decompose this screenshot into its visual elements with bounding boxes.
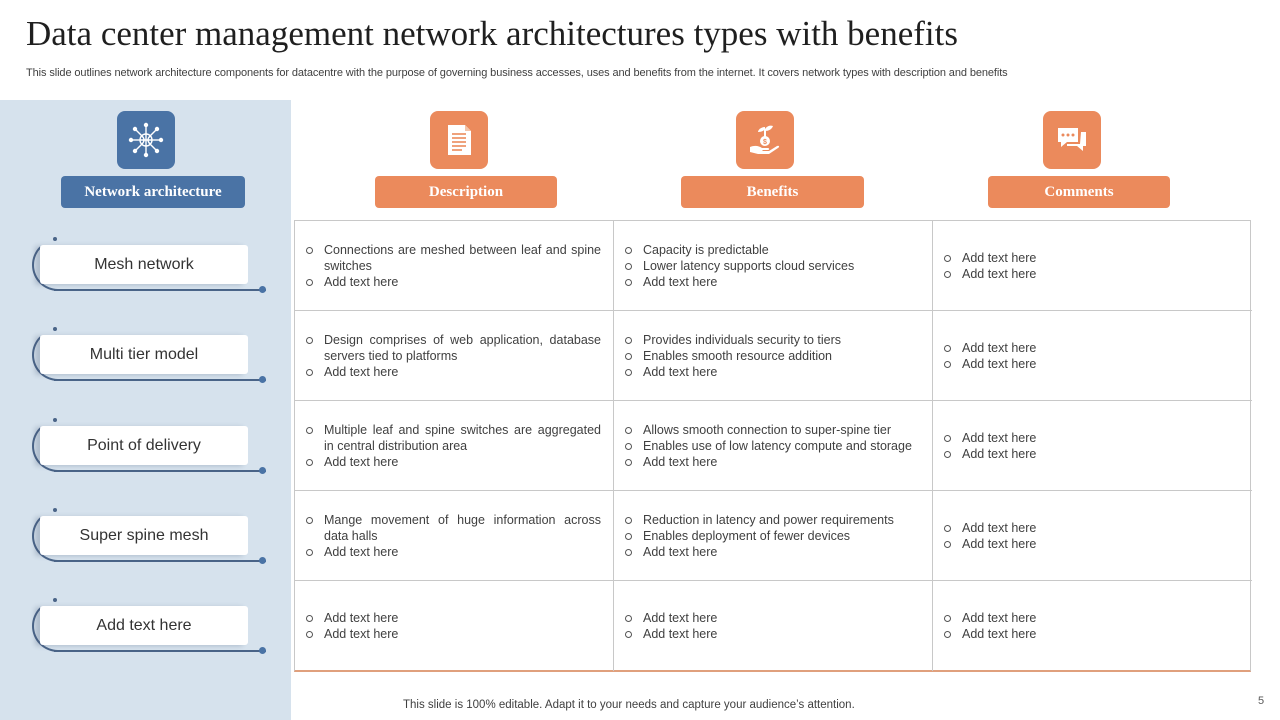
- bullet-item: Add text here: [943, 536, 1240, 552]
- document-icon: [430, 111, 488, 169]
- benefits-header: Benefits: [681, 176, 864, 208]
- bullet-item: Add text here: [624, 454, 920, 470]
- slide-footer: This slide is 100% editable. Adapt it to your needs and capture your audience’s attention.: [403, 699, 855, 711]
- bullet-item: Add text here: [624, 364, 920, 380]
- bullet-item: Add text here: [943, 356, 1240, 372]
- bullet-item: Add text here: [943, 340, 1240, 356]
- slide-subtitle: This slide outlines network architecture components for datacentre with the purpose of governing business accesses, uses and benefits from the internet. It covers network types with description and benefits: [26, 67, 1008, 79]
- bullet-item: Mange movement of huge information across data halls: [305, 512, 601, 544]
- bullet-item: Lower latency supports cloud services: [624, 258, 920, 274]
- table-cell-description: [295, 491, 614, 581]
- bullet-item: Add text here: [943, 266, 1240, 282]
- table-cell-description: [295, 401, 614, 491]
- bullet-item: Connections are meshed between leaf and spine switches: [305, 242, 601, 274]
- architecture-item-point-of-delivery: [32, 420, 268, 476]
- bullet-item: Enables smooth resource addition: [624, 348, 920, 364]
- table-cell-comments: [933, 221, 1252, 311]
- bullet-item: Add text here: [305, 626, 601, 642]
- table-cell-benefits: [614, 401, 933, 491]
- bullet-item: Add text here: [305, 454, 601, 470]
- bullet-item: Add text here: [943, 446, 1240, 462]
- architecture-item-super-spine-mesh: [32, 510, 268, 566]
- architecture-item-add-text: [32, 600, 268, 656]
- network-hub-icon: [117, 111, 175, 169]
- table-cell-benefits: [614, 221, 933, 311]
- bullet-item: Add text here: [943, 430, 1240, 446]
- bullet-item: Capacity is predictable: [624, 242, 920, 258]
- bullet-item: Allows smooth connection to super-spine tier: [624, 422, 920, 438]
- bullet-item: Reduction in latency and power requirements: [624, 512, 920, 528]
- table-cell-benefits: [614, 581, 933, 671]
- bullet-item: Add text here: [624, 626, 920, 642]
- bullet-item: Add text here: [624, 610, 920, 626]
- money-plant-hand-icon: [736, 111, 794, 169]
- table-cell-description: [295, 581, 614, 671]
- bullet-item: Add text here: [943, 250, 1240, 266]
- bullet-item: Add text here: [305, 364, 601, 380]
- table-cell-comments: [933, 311, 1252, 401]
- architecture-item-multi-tier-model: [32, 329, 268, 385]
- bullet-item: Add text here: [943, 610, 1240, 626]
- architecture-label: Point of delivery: [40, 426, 248, 465]
- svg-text:$: $: [763, 139, 767, 146]
- architecture-label: Add text here: [40, 606, 248, 645]
- bullet-item: Add text here: [943, 520, 1240, 536]
- comments-header: Comments: [988, 176, 1170, 208]
- description-header: Description: [375, 176, 557, 208]
- table-cell-comments: [933, 401, 1252, 491]
- bullet-item: Provides individuals security to tiers: [624, 332, 920, 348]
- table-cell-comments: [933, 581, 1252, 671]
- bullet-item: Design comprises of web application, database servers tied to platforms: [305, 332, 601, 364]
- bullet-item: Enables use of low latency compute and storage: [624, 438, 920, 454]
- bullet-item: Multiple leaf and spine switches are aggregated in central distribution area: [305, 422, 601, 454]
- table-cell-description: [295, 311, 614, 401]
- architecture-label: Multi tier model: [40, 335, 248, 374]
- table-cell-description: [295, 221, 614, 311]
- bullet-item: Add text here: [305, 610, 601, 626]
- table-cell-benefits: [614, 491, 933, 581]
- bullet-item: Add text here: [943, 626, 1240, 642]
- chat-bubbles-icon: [1043, 111, 1101, 169]
- page-number: 5: [1258, 695, 1265, 707]
- table-cell-benefits: [614, 311, 933, 401]
- architecture-label: Super spine mesh: [40, 516, 248, 555]
- slide-title: Data center management network architectures types with benefits: [26, 14, 958, 53]
- bullet-item: Add text here: [305, 274, 601, 290]
- architecture-label: Mesh network: [40, 245, 248, 284]
- bullet-item: Add text here: [624, 544, 920, 560]
- bullet-item: Add text here: [305, 544, 601, 560]
- architecture-item-mesh-network: [32, 239, 268, 295]
- bullet-item: Enables deployment of fewer devices: [624, 528, 920, 544]
- architecture-table: [294, 220, 1251, 672]
- table-cell-comments: [933, 491, 1252, 581]
- network-architecture-header: Network architecture: [61, 176, 245, 208]
- bullet-item: Add text here: [624, 274, 920, 290]
